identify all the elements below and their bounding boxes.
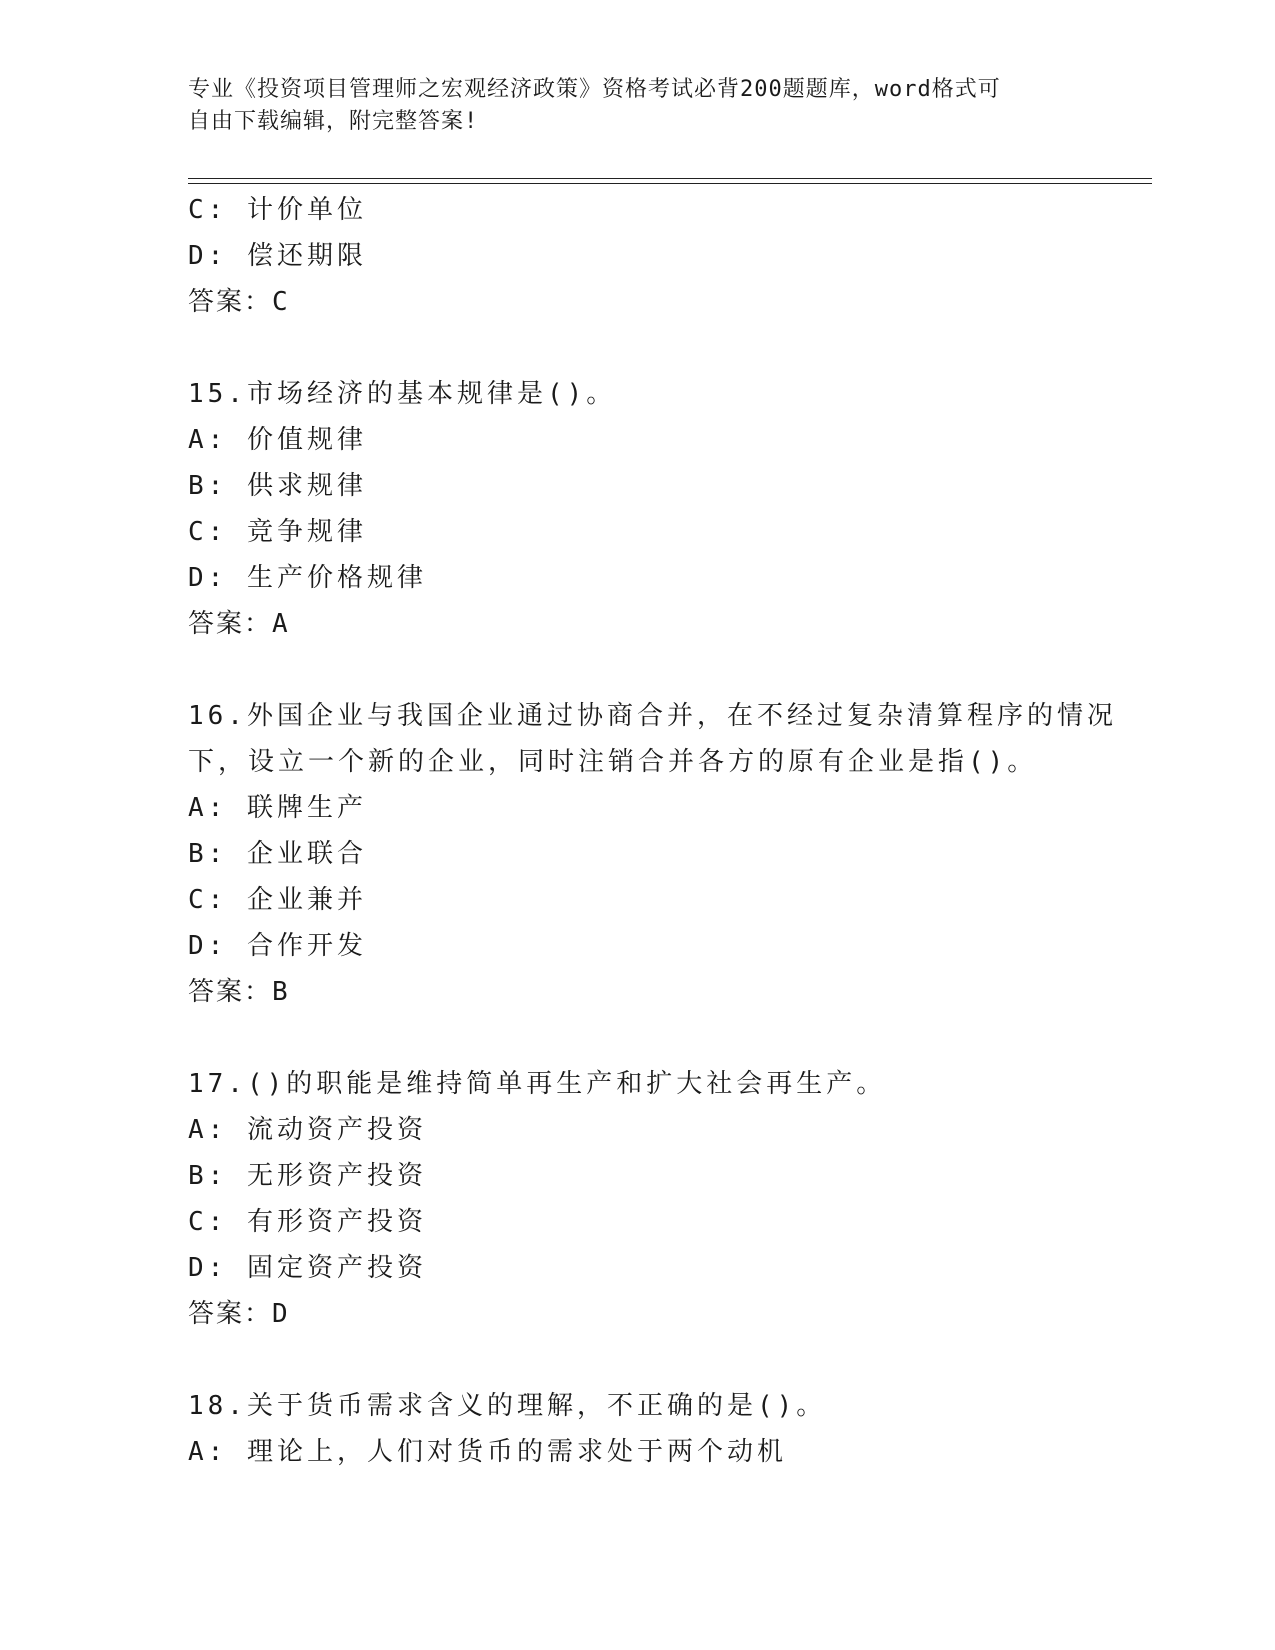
spacer (188, 1015, 1138, 1061)
option-d: D: 合作开发 (188, 931, 367, 961)
option-d: D: 生产价格规律 (188, 563, 427, 593)
question-14-continued (188, 187, 1138, 325)
option-d: D: 固定资产投资 (188, 1253, 427, 1283)
answer: 答案：B (188, 977, 290, 1007)
option-c: C: 企业兼并 (188, 885, 367, 915)
header-divider-bottom (188, 183, 1152, 184)
question-text-line-1: 16.外国企业与我国企业通过协商合并，在不经过复杂清算程序的情况 (188, 701, 1117, 731)
question-18 (188, 1383, 1138, 1475)
option-c: C: 有形资产投资 (188, 1207, 427, 1237)
answer: 答案：A (188, 609, 290, 639)
header-line-1: 专业《投资项目管理师之宏观经济政策》资格考试必背200题题库，word格式可 (188, 77, 1001, 102)
spacer (188, 1337, 1138, 1383)
answer: 答案：D (188, 1299, 290, 1329)
option-d: D: 偿还期限 (188, 241, 367, 271)
option-b: B: 供求规律 (188, 471, 367, 501)
document-header (188, 74, 1068, 138)
question-16 (188, 693, 1138, 1015)
option-a: A: 理论上，人们对货币的需求处于两个动机 (188, 1437, 787, 1467)
header-line-2: 自由下载编辑，附完整答案! (188, 109, 479, 134)
header-divider-top (188, 178, 1152, 179)
option-b: B: 无形资产投资 (188, 1161, 427, 1191)
question-text: 17.()的职能是维持简单再生产和扩大社会再生产。 (188, 1069, 887, 1099)
question-15 (188, 371, 1138, 647)
spacer (188, 647, 1138, 693)
question-17 (188, 1061, 1138, 1337)
option-c: C: 计价单位 (188, 195, 367, 225)
question-text-line-2: 下，设立一个新的企业，同时注销合并各方的原有企业是指()。 (188, 747, 1038, 777)
option-a: A: 流动资产投资 (188, 1115, 427, 1145)
answer: 答案：C (188, 287, 290, 317)
option-a: A: 价值规律 (188, 425, 367, 455)
question-list (188, 187, 1138, 1475)
question-text: 18.关于货币需求含义的理解，不正确的是()。 (188, 1391, 827, 1421)
option-c: C: 竞争规律 (188, 517, 367, 547)
question-text: 15.市场经济的基本规律是()。 (188, 379, 617, 409)
option-b: B: 企业联合 (188, 839, 367, 869)
spacer (188, 325, 1138, 371)
option-a: A: 联牌生产 (188, 793, 367, 823)
